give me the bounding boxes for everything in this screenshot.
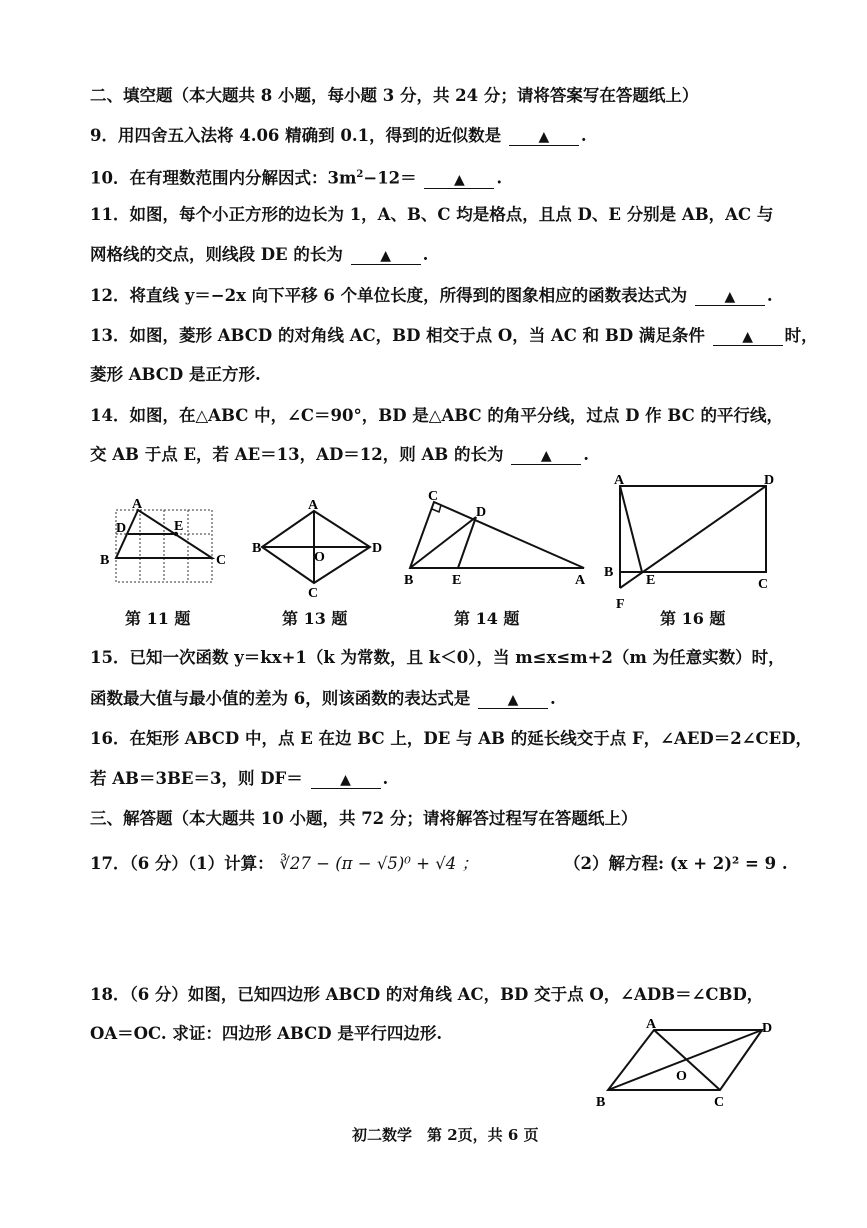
fig18-label-B: B [596, 1095, 606, 1110]
fig18-label-C: C [714, 1095, 725, 1110]
q10-answer-blank: ▲ [424, 172, 494, 189]
q11-text: 网格线的交点，则线段 DE 的长为 [90, 245, 343, 264]
caption-fig-13: 第 13 题 [282, 609, 348, 628]
question-18-line2: OA＝OC. 求证：四边形 ABCD 是平行四边形. [90, 1024, 443, 1043]
question-18-line1: 18．（6 分）如图，已知四边形 ABCD 的对角线 AC，BD 交于点 O，∠ADB＝∠CBD， [90, 985, 764, 1004]
fig16-label-B: B [604, 565, 614, 580]
fig13-label-O: O [314, 550, 325, 565]
question-16-line1: 16．在矩形 ABCD 中，点 E 在边 BC 上，DE 与 AB 的延长线交于点 F，∠AED＝2∠CED， [90, 729, 813, 748]
q10-text: 10．在有理数范围内分解因式：3m [90, 168, 357, 188]
question-17 [90, 853, 478, 875]
question-9 [90, 125, 587, 147]
caption-fig-11: 第 11 题 [125, 609, 191, 628]
fig18-label-O: O [676, 1069, 687, 1084]
fig18-label-A: A [646, 1017, 657, 1032]
question-12 [90, 285, 773, 307]
fig11-label-A: A [132, 497, 143, 512]
q9-answer-blank: ▲ [509, 129, 579, 146]
q15-answer-blank: ▲ [478, 692, 548, 709]
fig11-label-C: C [216, 553, 227, 568]
q17-expression: ∛27 − (π − √5)⁰ + √4 ； [279, 854, 478, 873]
fig14-label-C: C [428, 489, 439, 504]
question-11-line2 [90, 244, 428, 266]
figure-13-rhombus [252, 497, 392, 599]
section-answer-heading: 三、解答题（本大题共 10 小题，共 72 分；请将解答过程写在答题纸上） [90, 809, 638, 828]
fig11-label-D: D [116, 521, 127, 536]
question-13-line2: 菱形 ABCD 是正方形. [90, 365, 261, 384]
fig14-label-A: A [575, 573, 586, 588]
fig11-label-B: B [100, 553, 110, 568]
q13-answer-blank: ▲ [713, 329, 783, 346]
q11-end: . [422, 245, 429, 264]
q10-text-b: −12＝ [363, 168, 417, 188]
caption-fig-16: 第 16 题 [660, 609, 726, 628]
fig16-label-E: E [646, 573, 656, 588]
q14-end: . [583, 445, 589, 464]
fig13-label-C: C [308, 586, 319, 599]
page-footer: 初二数学 第 2页，共 6 页 [352, 1126, 539, 1144]
fig16-label-C: C [758, 577, 769, 592]
q9-end: . [580, 126, 587, 145]
fig16-label-F: F [616, 597, 625, 612]
fig14-label-E: E [452, 573, 462, 588]
section-fill-blank-heading: 二、填空题（本大题共 8 小题，每小题 3 分，共 24 分；请将答案写在答题纸上） [90, 86, 699, 105]
q9-text: 9．用四舍五入法将 4.06 精确到 0.1，得到的近似数是 [90, 126, 502, 145]
q15-text: 函数最大值与最小值的差为 6，则该函数的表达式是 [90, 689, 471, 708]
fig13-label-A: A [308, 498, 319, 513]
question-13-line1 [90, 325, 818, 347]
question-15-line1: 15．已知一次函数 y＝kx+1（k 为常数，且 k＜0），当 m≤x≤m+2（m 为任意实数）时， [90, 648, 785, 667]
question-14-line1: 14．如图，在△ABC 中，∠C＝90°，BD 是△ABC 的角平分线，过点 D 作 BC 的平行线， [90, 406, 784, 425]
fig18-label-D: D [762, 1021, 773, 1036]
q12-end: . [766, 286, 773, 305]
q10-end: . [496, 168, 503, 188]
fig13-label-B: B [252, 541, 262, 556]
q16-answer-blank: ▲ [311, 772, 381, 789]
q16-end: . [382, 769, 389, 788]
q13-end: 时， [784, 326, 818, 345]
fig16-label-D: D [764, 473, 775, 488]
q15-end: . [549, 689, 556, 708]
q13-text: 13．如图，菱形 ABCD 的对角线 AC，BD 相交于点 O，当 AC 和 BD 满足条件 [90, 326, 705, 345]
q12-answer-blank: ▲ [695, 289, 765, 306]
figure-11-grid [98, 492, 238, 592]
question-10 [90, 164, 502, 190]
figure-16-rectangle [600, 468, 785, 613]
fig11-label-E: E [174, 519, 184, 534]
q16-text: 若 AB＝3BE＝3，则 DF＝ [90, 769, 303, 788]
question-17-part2: （2）解方程: (x + 2)² = 9 . [564, 854, 788, 873]
q10-sup: 2 [356, 169, 364, 180]
q12-text: 12．将直线 y＝−2x 向下平移 6 个单位长度，所得到的图象相应的函数表达式为 [90, 286, 688, 305]
question-15-line2 [90, 688, 556, 710]
q11-answer-blank: ▲ [351, 248, 421, 265]
figure-18-parallelogram [592, 1012, 787, 1112]
question-14-line2 [90, 444, 589, 466]
q14-answer-blank: ▲ [511, 448, 581, 465]
q17-text: 17．（6 分）（1）计算： [90, 854, 274, 873]
fig13-label-D: D [372, 541, 383, 556]
fig14-label-B: B [404, 573, 414, 588]
figure-14-triangle [398, 486, 598, 588]
question-11-line1: 11．如图，每个小正方形的边长为 1，A、B、C 均是格点，且点 D、E 分别是 AB，AC 与 [90, 205, 774, 224]
question-16-line2 [90, 768, 388, 790]
fig16-label-A: A [614, 473, 625, 488]
fig14-label-D: D [476, 505, 487, 520]
q14-text: 交 AB 于点 E，若 AE＝13，AD＝12，则 AB 的长为 [90, 445, 504, 464]
caption-fig-14: 第 14 题 [454, 609, 520, 628]
